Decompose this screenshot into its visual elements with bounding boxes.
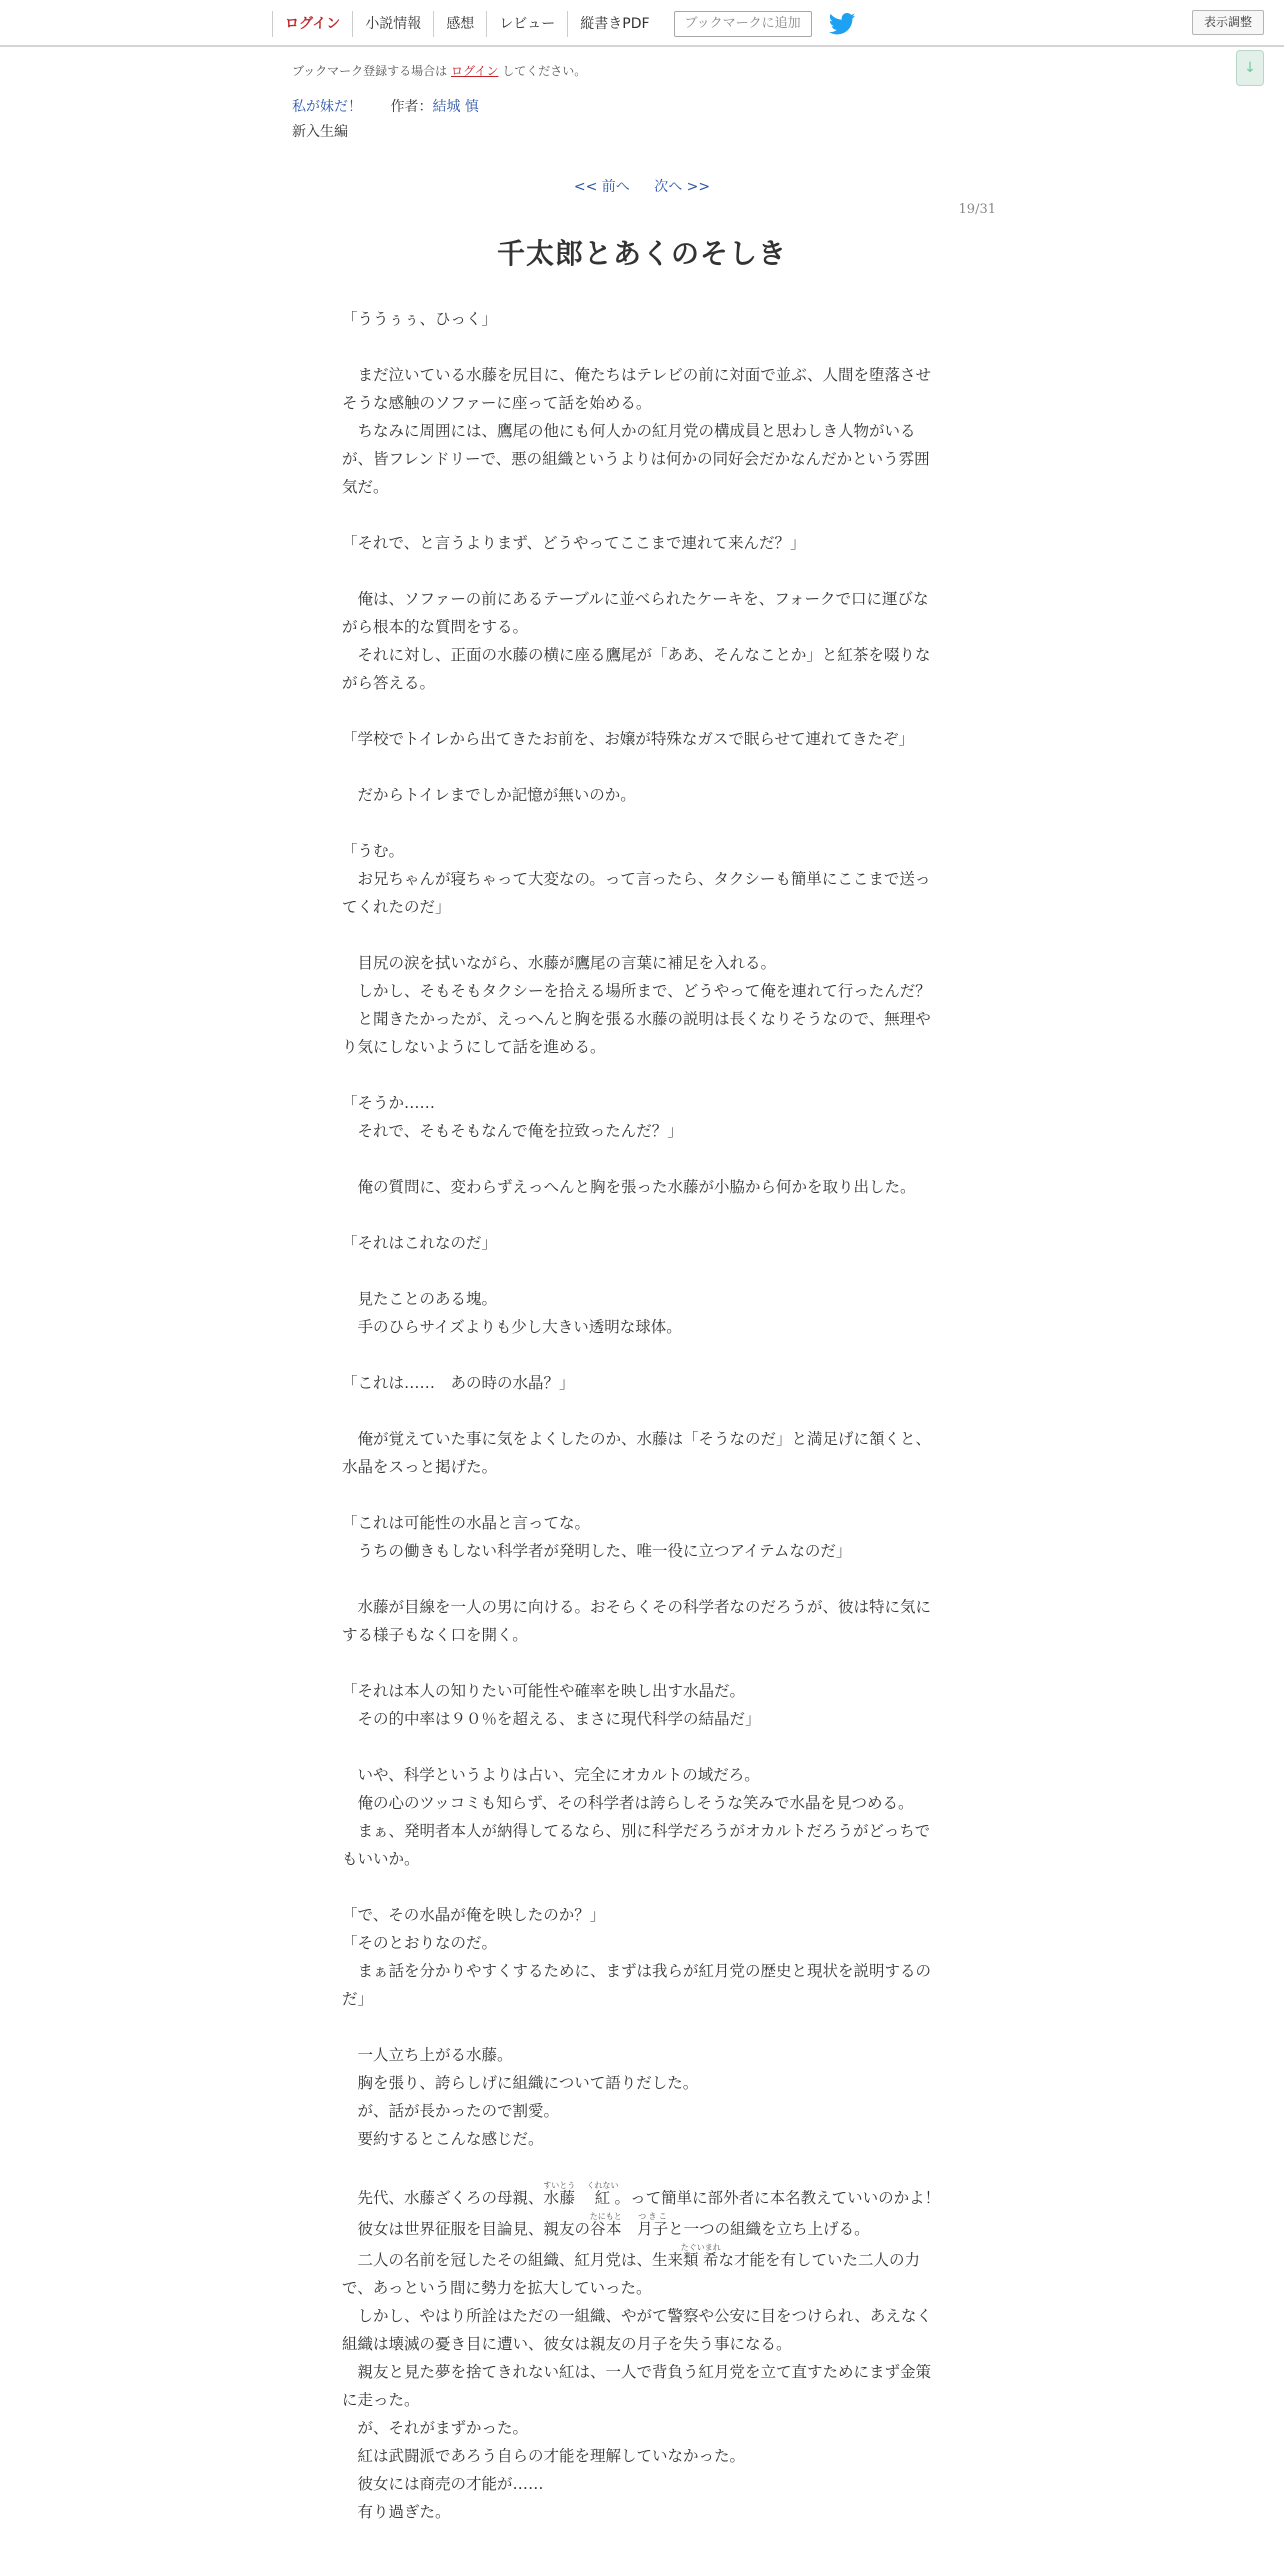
novel-line: 要約するとこんな感じだ。 [342, 2130, 544, 2148]
novel-line: 紅は武闘派であろう自らの才能を理解していなかった。 [342, 2447, 746, 2465]
novel-line: いや、科学というよりは占い、完全にオカルトの域だろ。 [342, 1766, 760, 1784]
novel-line: まぁ話を分かりやすくするために、まずは我らが紅月党の歴史と現状を説明するのだ」 [342, 1962, 932, 2008]
blank-line [342, 921, 942, 949]
novel-line: うちの働きもしない科学者が発明した、唯一役に立つアイテムなのだ」 [342, 1542, 852, 1560]
display-settings-button[interactable]: 表示調整 [1192, 10, 1264, 35]
ruby-word [637, 2212, 669, 2238]
ruby-word [586, 2181, 619, 2207]
novel-line: 「学校でトイレから出てきたお前を、お嬢が特殊なガスで眠らせて連れてきたぞ」 [342, 730, 914, 748]
ruby-line-3-a: 二人の名前を冠したその組織、紅月党は、生来 [357, 2251, 684, 2269]
ruby-line-1-b: って簡単に部外者に本名教えていいのかよ！ [630, 2189, 941, 2207]
ruby-line-2-a: 彼女は世界征服を目論見、親友の [357, 2220, 591, 2238]
blank-line [342, 1145, 942, 1173]
novel-lines-after [342, 2302, 942, 2526]
ruby-reading: すいとう [543, 2181, 576, 2190]
blank-line [342, 1873, 942, 1901]
blank-line [342, 1565, 942, 1593]
novel-line-ruby-2 [342, 2212, 942, 2243]
blank-line [342, 1257, 942, 1285]
novel-body [342, 305, 942, 2526]
novel-line: 見たことのある塊。 [342, 1290, 498, 1308]
novel-line: 手のひらサイズよりも少し大きい透明な球体。 [342, 1318, 682, 1336]
novel-line-ruby-1: 先代、水藤ざくろの母親、水藤すいとう 紅くれない。って簡単に部外者に本名教えていいのかよ！ [357, 2181, 941, 2207]
login-note-suffix: してください。 [502, 64, 587, 78]
novel-line: それに対し、正面の水藤の横に座る鷹尾が「ああ、そんなことか」と紅茶を啜りながら答える。 [342, 646, 931, 692]
novel-line: 俺の心のツッコミも知らず、その科学者は誇らしそうな笑みで水晶を見つめる。 [342, 1794, 914, 1812]
novel-line: と聞きたかったが、えっへんと胸を張る水藤の説明は長くなりそうなので、無理やり気にしないようにして話を進める。 [342, 1010, 931, 1056]
blank-line [342, 1649, 942, 1677]
ruby-line-1-a: 先代、水藤ざくろの母親、 [357, 2189, 544, 2207]
novel-line: 「これは…… あの時の水晶？」 [342, 1374, 575, 1392]
novel-line: 「で、その水晶が俺を映したのか？」 [342, 1906, 606, 1924]
novel-line: それで、そもそもなんで俺を拉致ったんだ？」 [342, 1122, 683, 1140]
author-link[interactable]: 結城 慎 [432, 99, 479, 115]
novel-line: 「ううぅぅ、ひっく」 [342, 310, 498, 328]
ruby-base: 月子 [637, 2220, 669, 2238]
ruby-word [680, 2243, 721, 2269]
ruby-base: 水藤 [543, 2189, 576, 2207]
nav-login[interactable]: ログイン [272, 11, 352, 37]
novel-line: しかし、やはり所詮はただの一組織、やがて警察や公安に目をつけられ、あえなく組織は壊滅の憂き目に遭い、彼女は親友の月子を失う事になる。 [342, 2307, 932, 2353]
novel-line: ちなみに周囲には、鷹尾の他にも何人かの紅月党の構成員と思わしき人物がいるが、皆フレンドリーで、悪の組織というよりは何かの同好会だかなんだかという雰囲気だ。 [342, 422, 930, 496]
prev-chapter-link[interactable]: << 前へ [573, 179, 630, 195]
ruby-base: 紅 [586, 2189, 619, 2207]
novel-line: しかし、そもそもタクシーを拾える場所まで、どうやって俺を連れて行ったんだ？ [342, 982, 931, 1000]
ruby-reading: たぐいまれ [680, 2243, 721, 2252]
header-nav [272, 0, 856, 47]
novel-line: 「そのとおりなのだ。 [342, 1934, 498, 1952]
novel-line: 「それはこれなのだ」 [342, 1234, 498, 1252]
ruby-word [589, 2212, 622, 2238]
blank-line [342, 557, 942, 585]
blank-line [342, 809, 942, 837]
ruby-word [543, 2181, 576, 2207]
blank-line [342, 1481, 942, 1509]
novel-line: 彼女には商売の才能が…… [342, 2475, 544, 2493]
login-note-prefix: ブックマーク登録する場合は [292, 64, 448, 78]
page-counter: 19/31 [958, 202, 996, 217]
scroll-down-button[interactable]: ↓ [1236, 50, 1264, 86]
novel-line: が、話が長かったので割愛。 [342, 2102, 560, 2120]
novel-line: 俺は、ソファーの前にあるテーブルに並べられたケーキを、フォークで口に運びながら根本的な質問をする。 [342, 590, 929, 636]
nav-review[interactable]: レビュー [486, 11, 567, 37]
blank-line [342, 697, 942, 725]
novel-line: まだ泣いている水藤を尻目に、俺たちはテレビの前に対面で並ぶ、人間を堕落させそうな感触のソファーに座って話を始める。 [342, 366, 932, 412]
novel-line: 親友と見た夢を捨てきれない紅は、一人で背負う紅月党を立て直すためにまず金策に走った。 [342, 2363, 932, 2409]
novel-line: 有り過ぎた。 [342, 2503, 451, 2521]
novel-line-ruby-3 [342, 2243, 942, 2302]
chapter-group-title: 新入生編 [292, 124, 348, 140]
blank-line [342, 1397, 942, 1425]
ruby-line-2-b: と一つの組織を立ち上げる。 [668, 2220, 870, 2238]
novel-line: お兄ちゃんが寝ちゃって大変なの。って言ったら、タクシーも簡単にここまで送ってくれたのだ」 [342, 870, 931, 916]
nav-novel-info[interactable]: 小説情報 [352, 11, 433, 37]
novel-line: 俺の質問に、変わらずえっへんと胸を張った水藤が小脇から何かを取り出した。 [342, 1178, 916, 1196]
novel-line: 「そうか…… [342, 1094, 436, 1112]
next-chapter-link[interactable]: 次へ >> [654, 179, 711, 195]
blank-line [342, 2013, 942, 2041]
blank-line [342, 753, 942, 781]
novel-line: だからトイレまでしか記憶が無いのか。 [342, 786, 636, 804]
bookmark-login-note [292, 62, 586, 79]
series-info [292, 96, 479, 116]
blank-line [342, 333, 942, 361]
novel-line: 「それは本人の知りたい可能性や確率を映し出す水晶だ。 [342, 1682, 746, 1700]
ruby-line-3-b: な才能を有していた二人の力で、あっという間に勢力を拡大していった。 [342, 2251, 921, 2297]
blank-line [342, 501, 942, 529]
novel-line: 目尻の涙を拭いながら、水藤が鷹尾の言葉に補足を入れる。 [342, 954, 777, 972]
top-header [0, 0, 1284, 47]
series-title-link[interactable]: 私が妹だ！ [292, 99, 362, 115]
blank-line [342, 1201, 942, 1229]
chapter-title: 千太郎とあくのそしき [496, 237, 787, 270]
novel-line: 一人立ち上がる水藤。 [342, 2046, 513, 2064]
ruby-reading: たにもと [589, 2212, 622, 2221]
add-bookmark-button[interactable]: ブックマークに追加 [674, 11, 812, 37]
ruby-reading: つきこ [637, 2212, 669, 2221]
ruby-reading: くれない [586, 2181, 619, 2190]
novel-line: まぁ、発明者本人が納得してるなら、別に科学だろうがオカルトだろうがどっちでもいいか。 [342, 1822, 931, 1868]
blank-line [342, 2153, 942, 2181]
novel-lines [342, 305, 942, 2181]
ruby-base: 類希 [680, 2251, 721, 2269]
ruby-base: 谷本 [589, 2220, 622, 2238]
novel-line: 「それで、と言うよりまず、どうやってここまで連れて来んだ？」 [342, 534, 806, 552]
novel-line: 俺が覚えていた事に気をよくしたのか、水藤は「そうなのだ」と満足げに頷くと、水晶をスっと掲げた。 [342, 1430, 932, 1476]
novel-line: 「これは可能性の水晶と言ってな。 [342, 1514, 591, 1532]
chapter-pager [0, 176, 1284, 196]
blank-line [342, 1341, 942, 1369]
nav-impressions[interactable]: 感想 [433, 11, 486, 37]
login-link[interactable]: ログイン [451, 64, 499, 78]
novel-line: 水藤が目線を一人の男に向ける。おそらくその科学者なのだろうが、彼は特に気にする様子もなく口を開く。 [342, 1598, 932, 1644]
blank-line [342, 1061, 942, 1089]
novel-line: 「うむ。 [342, 842, 405, 860]
novel-line: その的中率は９０％を超える、まさに現代科学の結晶だ」 [342, 1710, 761, 1728]
blank-line [342, 1733, 942, 1761]
novel-line: 胸を張り、誇らしげに組織について語りだした。 [342, 2074, 699, 2092]
author-label: 作者： [390, 99, 433, 115]
twitter-icon[interactable] [828, 13, 856, 35]
nav-vertical-pdf[interactable]: 縦書きPDF [567, 11, 661, 37]
novel-line: が、それがまずかった。 [342, 2419, 529, 2437]
